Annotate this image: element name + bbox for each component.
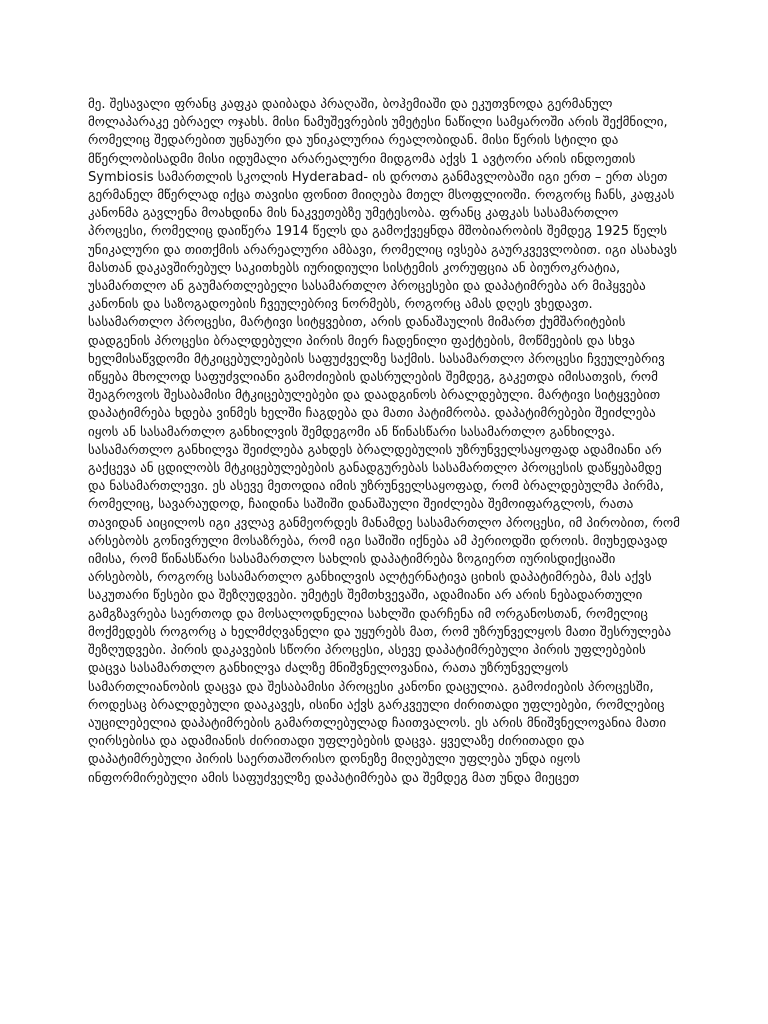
body-paragraph: მე. შესავალი ფრანც კაფკა დაიბადა პრაღაში, ბოჰემიაში და ეკუთვნოდა გერმანულ მოლაპარაკე ებრაელ ოჯახს. მისი ნამუშევრების უმეტესი ნაწილი სამყაროში არის შექმნილი, რომელიც შედარებით უცნაური და უნიკალურია რეალობიდან. მისი წერის სტილი და მწერლობისადმი მისი იდუმალი არარეალური მიდგომა აქვს 1 ავტორი არის ინდოეთის Symbiosis სამართლის სკოლის Hyderabad- ის დროთა განმავლობაში იგი ერთ – ერთ ასეთ გერმანელ მწერლად იქცა თავისი ფონით მიიღება მთელ მსოფლიოში. როგორც ჩანს, კაფკას კანონმა გავლენა მოახდინა მის ნაკვეთებზე უმეტესობა. ფრანც კაფკას სასამართლო პროცესი, რომელიც დაიწერა 1914 წელს და გამოქვეყნდა მშობიარობის შემდეგ 1925 წელს უნიკალური და თითქმის არარეალური ამბავი, რომელიც ივსება გაურკვევლობით. იგი ასახავს მასთან დაკავშირებულ საკითხებს იურიდიული სისტემის კორუფცია ან ბიუროკრატია, უსამართლო ან გაუმართლებელი სასამართლო პროცესები და დაპატიმრება არ მიჰყვება კანონის და საზოგადოების ჩვეულებრივ ნორმებს, როგორც ამას დღეს ვხედავთ. სასამართლო პროცესი, მარტივი სიტყვებით, არის დანაშაულის მიმართ ქუმშარიტების დადგენის პროცესი ბრალდებული პირის მიერ ჩადენილი ფაქტების, მოწმეების და სხვა ხელმისაწვდომი მტკიცებულებების საფუძველზე საქმის. სასამართლო პროცესი ჩვეულებრივ იწყება მხოლოდ საფუძვლიანი გამოძიების დასრულების შემდეგ, გაკეთდა იმისათვის, რომ შეაგროვოს შესაბამისი მტკიცებულებები და დაადგინოს ბრალდებული. მარტივი სიტყვებით დაპატიმრება ხდება ვინმეს ხელში ჩაგდება და მათი პატიმრობა. დაპატიმრებები შეიძლება იყოს ან სასამართლო განხილვის შემდეგომი ან წინასწარი სასამართლო განხილვა. სასამართლო განხილვა შეიძლება გახდეს ბრალდებულის უზრუნველსაყოფად ადამიანი არ გაქცევა ან ცდილობს მტკიცებულებების განადგურებას სასამართლო პროცესის დაწყებამდე და ნასამართლევი. ეს ასევე მეთოდია იმის უზრუნველსაყოფად, რომ ბრალდებულმა პირმა, რომელიც, სავარაუდოდ, ჩაიდინა საშიში დანაშაული შეიძლება შემოიფარგლოს, რათა თავიდან აიცილოს იგი კვლავ განმეორდეს მანამდე სასამართლო პროცესი, იმ პირობით, რომ არსებობს გონივრული მოსაზრება, რომ იგი საშიში იქნება ამ პერიოდში დროის. მიუხედავად იმისა, რომ წინასწარი სასამართლო სახლის დაპატიმრება ზოგიერთ იურისდიქციაში არსებობს, როგორც სასამართლო განხილვის ალტერნატივა ციხის დაპატიმრება, მას აქვს საკუთარი წესები და შეზღუდვები. უმეტეს შემთხვევაში, ადამიანი არ არის ნებადართული გამგზავრება საერთოდ და მოსალოდნელია სახლში დარჩენა იმ ორგანოსთან, რომელიც მოქმედებს როგორც ა ხელმძღვანელი და უყურებს მათ, რომ უზრუნველყოს მათი შესრულება შეზღუდვები. პირის დაკავების სწორი პროცესი, ასევე დაპატიმრებული პირის უფლებების დაცვა სასამართლო განხილვა ძალზე მნიშვნელოვანია, რათა უზრუნველყოს სამართლიანობის დაცვა და შესაბამისი პროცესი კანონი დაცულია. გამოძიების პროცესში, როდესაც ბრალდებული დააკავეს, ისინი აქვს გარკვეული ძირითადი უფლებები, რომლებიც აუცილებელია დაპატიმრების გამართლებულად ჩაითვალოს. ეს არის მნიშვნელოვანია მათი ღირსებისა და ადამიანის ძირითადი უფლებების დაცვა. ყველაზე ძირითადი და დაპატიმრებული პირის საერთაშორისო დონეზე მიღებული უფლება უნდა იყოს ინფორმირებული ამის საფუძველზე დაპატიმრება და შემდეგ მათ უნდა მიეცეთ bbox=[88, 97, 680, 786]
